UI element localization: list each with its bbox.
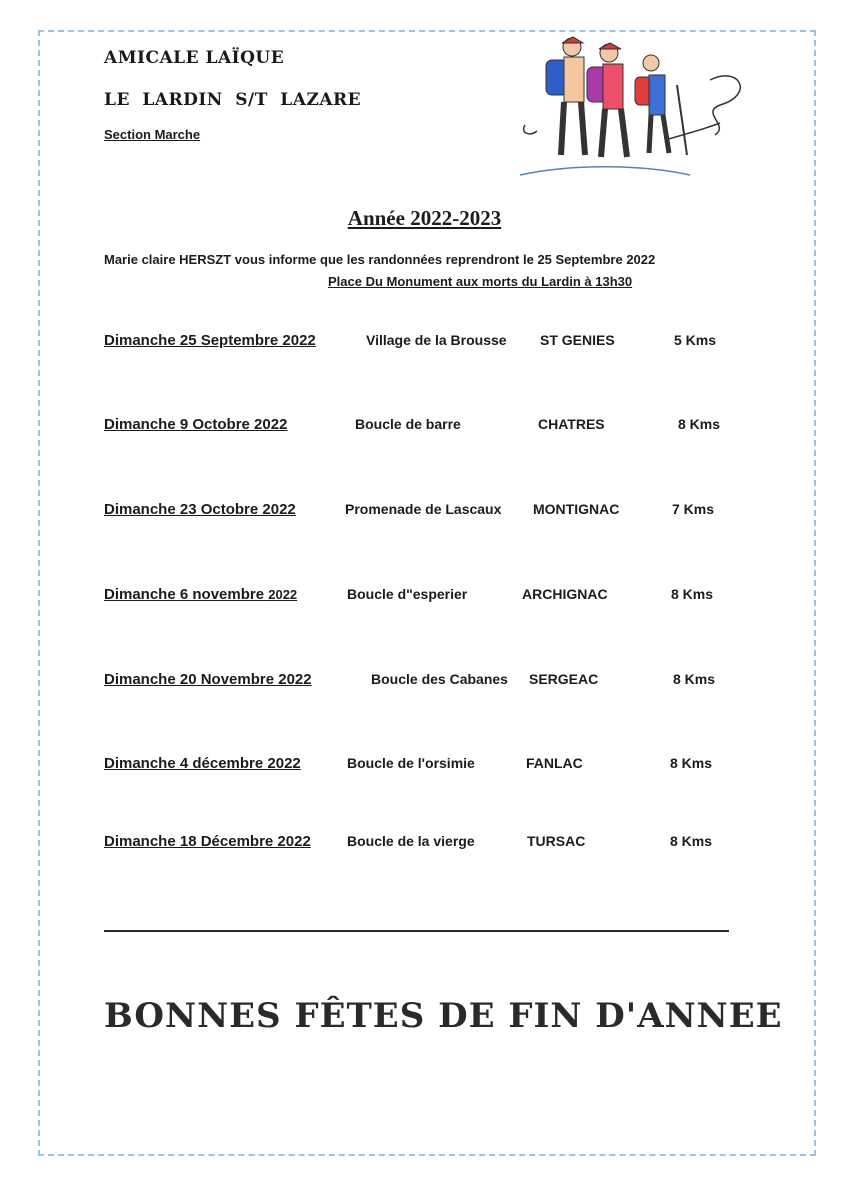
hike-route: Boucle d"esperier [347, 586, 468, 602]
hike-village: TURSAC [527, 833, 586, 849]
hike-row [0, 416, 849, 440]
section-label: Section Marche [104, 127, 201, 142]
hike-row [0, 586, 849, 610]
meeting-place: Place Du Monument aux morts du Lardin à 13h30 [328, 274, 633, 289]
hike-route: Boucle de l'orsimie [347, 755, 475, 771]
hike-date: Dimanche 9 Octobre 2022 [104, 416, 288, 433]
club-name: AMICALE LAÏQUE [104, 48, 285, 68]
club-town: LE LARDIN S/T LAZARE [104, 90, 362, 110]
hike-row [0, 332, 849, 356]
hike-village: MONTIGNAC [533, 501, 620, 517]
hike-date: Dimanche 20 Novembre 2022 [104, 671, 312, 688]
hike-village: ARCHIGNAC [522, 586, 608, 602]
hike-distance: 8 Kms [670, 755, 713, 771]
hike-date: Dimanche 18 Décembre 2022 [104, 833, 311, 850]
hike-row [0, 501, 849, 525]
intro-text: Marie claire HERSZT vous informe que les randonnées reprendront le 25 Septembre 2022 [104, 252, 656, 267]
hike-date: Dimanche 25 Septembre 2022 [104, 332, 316, 349]
hikers-drawing-icon [515, 35, 750, 185]
hike-distance: 8 Kms [673, 671, 716, 687]
hike-route: Promenade de Lascaux [345, 501, 502, 517]
hike-route: Village de la Brousse [366, 332, 507, 348]
hike-date: Dimanche 4 décembre 2022 [104, 755, 301, 772]
hike-route: Boucle de barre [355, 416, 461, 432]
hike-village: ST GENIES [540, 332, 615, 348]
hike-distance: 8 Kms [671, 586, 714, 602]
hike-row [0, 671, 849, 695]
hike-village: CHATRES [538, 416, 605, 432]
season-title: Année 2022-2023 [347, 206, 502, 230]
hike-distance: 5 Kms [674, 332, 717, 348]
hike-village: SERGEAC [529, 671, 599, 687]
hike-date-year: 2022 [268, 587, 298, 602]
hike-distance: 7 Kms [672, 501, 715, 517]
hike-route: Boucle de la vierge [347, 833, 475, 849]
divider-line [104, 930, 729, 932]
hike-distance: 8 Kms [670, 833, 713, 849]
hike-row [0, 833, 849, 857]
hike-date: Dimanche 23 Octobre 2022 [104, 501, 296, 518]
greeting-banner: BONNES FÊTES DE FIN D'ANNEE [104, 996, 783, 1036]
hike-row [0, 755, 849, 779]
hike-route: Boucle des Cabanes [371, 671, 508, 687]
hike-date [104, 586, 297, 603]
hike-distance: 8 Kms [678, 416, 721, 432]
hike-date-main: Dimanche 6 novembre [104, 586, 265, 603]
hike-village: FANLAC [526, 755, 583, 771]
